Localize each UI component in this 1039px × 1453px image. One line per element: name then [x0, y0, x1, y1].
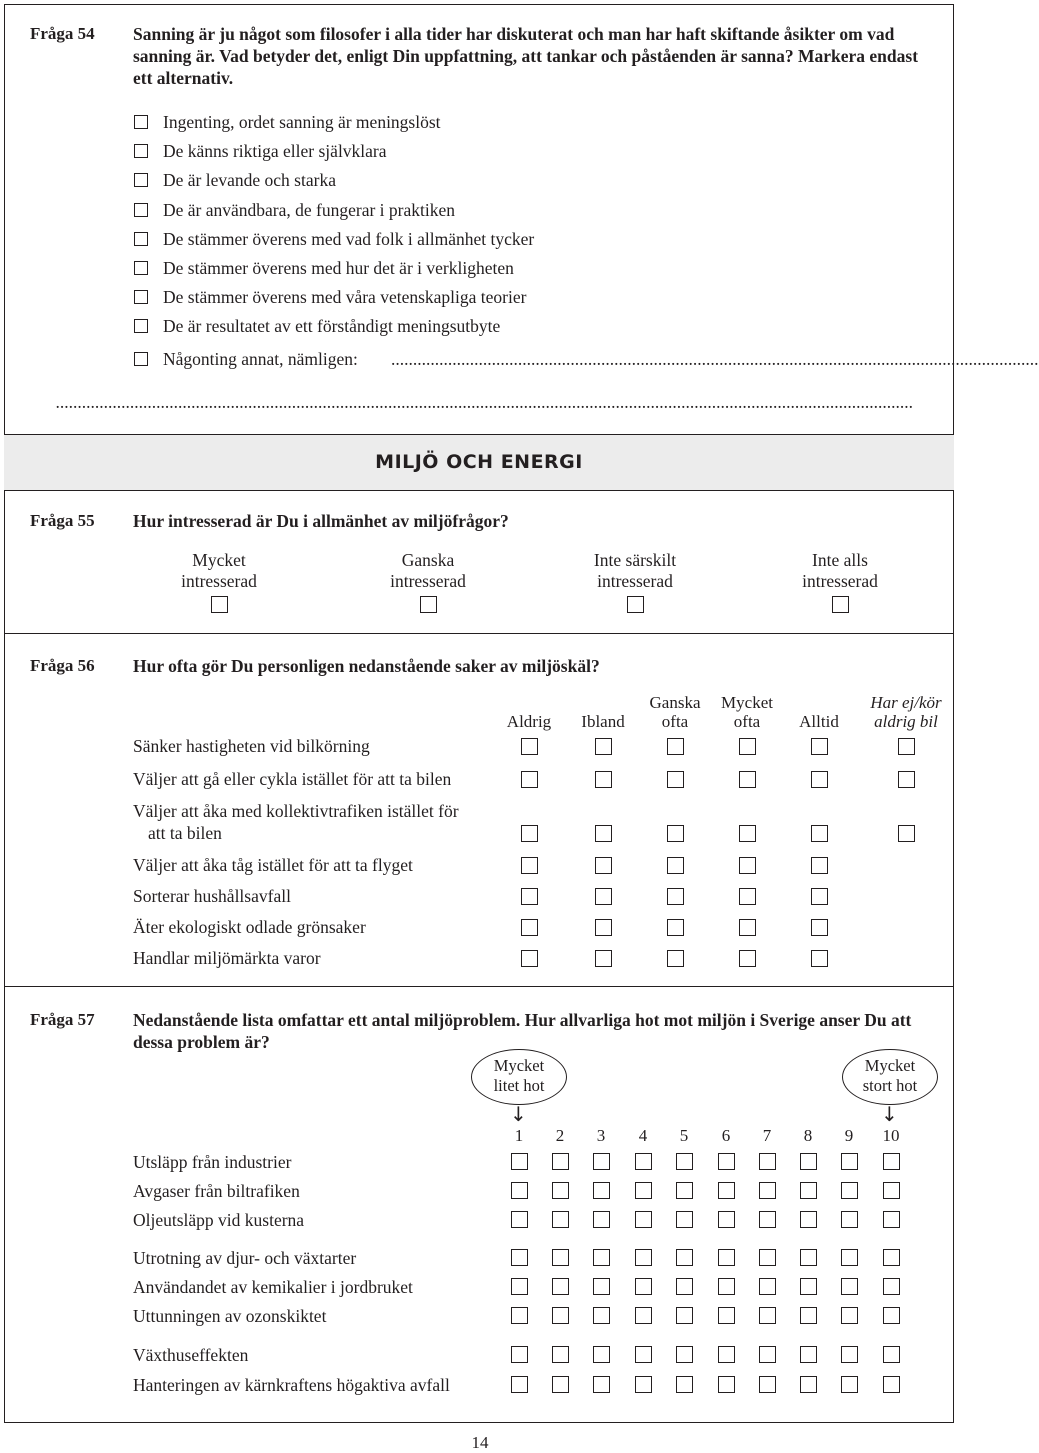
q56-column-header-line2: aldrig bil — [874, 712, 938, 731]
checkbox-q57-rating[interactable] — [552, 1249, 569, 1266]
checkbox-q57-rating[interactable] — [883, 1278, 900, 1295]
checkbox-q56-answer[interactable] — [521, 738, 538, 755]
q56-column-header-line1: Har ej/kör — [870, 693, 942, 712]
checkbox-q57-rating[interactable] — [841, 1153, 858, 1170]
q57-scale-number: 5 — [679, 1126, 689, 1145]
checkbox-q56-answer[interactable] — [739, 825, 756, 842]
checkbox-q54-option[interactable] — [134, 232, 148, 246]
checkbox-q56-answer[interactable] — [595, 950, 612, 967]
q57-scale-number: 9 — [844, 1126, 854, 1145]
q57-scale-number: 10 — [882, 1126, 900, 1145]
high-anchor-line2: stort hot — [862, 1076, 918, 1095]
section-header — [4, 434, 954, 491]
high-anchor-bubble — [842, 1049, 938, 1105]
question-57-number: Fråga 57 — [30, 1010, 95, 1029]
q56-column-header-line2: ofta — [733, 712, 761, 731]
checkbox-q57-rating[interactable] — [800, 1249, 817, 1266]
q56-column-header-line2: ofta — [661, 712, 689, 731]
q57-row-label: Avgaser från biltrafiken — [133, 1181, 300, 1201]
checkbox-q54-option[interactable] — [134, 144, 148, 158]
checkbox-q57-rating[interactable] — [759, 1211, 776, 1228]
q57-scale-number: 6 — [721, 1126, 731, 1145]
q56-column-header-line1: Ganska — [649, 693, 701, 712]
checkbox-q57-rating[interactable] — [718, 1346, 735, 1363]
checkbox-q57-rating[interactable] — [552, 1307, 569, 1324]
checkbox-q57-rating[interactable] — [759, 1346, 776, 1363]
q56-column-header-line2: Ibland — [581, 712, 625, 731]
checkbox-q57-rating[interactable] — [800, 1211, 817, 1228]
checkbox-q56-answer[interactable] — [811, 857, 828, 874]
checkbox-q57-rating[interactable] — [635, 1182, 652, 1199]
checkbox-q56-answer[interactable] — [595, 919, 612, 936]
q55-scale-label-line2: intresserad — [181, 571, 257, 591]
q56-row-label: Äter ekologiskt odlade grönsaker — [133, 917, 366, 937]
q55-scale-label-line1: Mycket — [192, 550, 246, 570]
checkbox-q57-rating[interactable] — [593, 1307, 610, 1324]
q56-row-label: Sänker hastigheten vid bilkörning — [133, 736, 370, 756]
q57-row-label: Användandet av kemikalier i jordbruket — [133, 1277, 413, 1297]
q56-row-label: Handlar miljömärkta varor — [133, 948, 321, 968]
q56-column-header-line2: Aldrig — [506, 712, 552, 731]
checkbox-q56-answer[interactable] — [811, 888, 828, 905]
checkbox-q57-rating[interactable] — [759, 1249, 776, 1266]
checkbox-q57-rating[interactable] — [718, 1278, 735, 1295]
checkbox-q56-answer[interactable] — [811, 950, 828, 967]
checkbox-q56-answer[interactable] — [595, 738, 612, 755]
q56-row-label: Väljer att åka tåg istället för att ta flyget — [133, 855, 413, 875]
q54-option-label: De stämmer överens med hur det är i verkligheten — [163, 258, 514, 278]
checkbox-q57-rating[interactable] — [552, 1211, 569, 1228]
checkbox-q54-option[interactable] — [134, 319, 148, 333]
q57-row-label: Uttunningen av ozonskiktet — [133, 1306, 327, 1326]
checkbox-q56-answer[interactable] — [739, 738, 756, 755]
checkbox-q56-answer[interactable] — [811, 771, 828, 788]
q56-row-label: Väljer att gå eller cykla istället för att ta bilen — [133, 769, 452, 789]
checkbox-q56-answer[interactable] — [521, 825, 538, 842]
low-anchor-bubble — [471, 1049, 567, 1105]
checkbox-q57-rating[interactable] — [511, 1278, 528, 1295]
q54-option-label: Ingenting, ordet sanning är meningslöst — [163, 112, 441, 132]
q57-scale-number: 8 — [803, 1126, 813, 1145]
checkbox-q57-rating[interactable] — [718, 1249, 735, 1266]
q57-row-label: Växthuseffekten — [133, 1345, 249, 1365]
checkbox-q57-rating[interactable] — [552, 1278, 569, 1295]
question-55-text: Hur intresserad är Du i allmänhet av miljöfrågor? — [133, 511, 509, 531]
question-54-text: Sanning är ju något som filosofer i alla tider har diskuterat och man har haft skiftande åsikter om vad sanning är. Vad betyder det, enligt Din uppfattning, att tankar och påståenden är sanna? Markera endast ett alternativ. — [133, 24, 919, 88]
divider — [4, 633, 954, 634]
checkbox-q57-rating[interactable] — [841, 1211, 858, 1228]
checkbox-q55-option[interactable] — [420, 596, 437, 613]
checkbox-q57-rating[interactable] — [841, 1249, 858, 1266]
checkbox-q57-rating[interactable] — [552, 1376, 569, 1393]
q57-scale-number: 2 — [555, 1126, 565, 1145]
checkbox-q57-rating[interactable] — [676, 1153, 693, 1170]
low-anchor-line1: Mycket — [493, 1056, 545, 1075]
checkbox-q56-answer[interactable] — [667, 857, 684, 874]
checkbox-q57-rating[interactable] — [883, 1153, 900, 1170]
checkbox-q57-rating[interactable] — [511, 1153, 528, 1170]
checkbox-q57-rating[interactable] — [593, 1346, 610, 1363]
checkbox-q56-answer[interactable] — [595, 771, 612, 788]
checkbox-q57-rating[interactable] — [800, 1153, 817, 1170]
q57-row-label: Utrotning av djur- och växtarter — [133, 1248, 357, 1268]
divider — [4, 986, 954, 987]
checkbox-q57-rating[interactable] — [635, 1249, 652, 1266]
checkbox-q57-rating[interactable] — [718, 1307, 735, 1324]
checkbox-q57-rating[interactable] — [676, 1278, 693, 1295]
checkbox-q57-rating[interactable] — [759, 1307, 776, 1324]
checkbox-q57-rating[interactable] — [593, 1249, 610, 1266]
checkbox-q56-answer[interactable] — [521, 950, 538, 967]
checkbox-q57-rating[interactable] — [593, 1376, 610, 1393]
question-56-text: Hur ofta gör Du personligen nedanstående saker av miljöskäl? — [133, 656, 600, 676]
checkbox-q57-rating[interactable] — [883, 1346, 900, 1363]
q56-column-header-line1: Mycket — [721, 693, 773, 712]
checkbox-q57-rating[interactable] — [759, 1153, 776, 1170]
question-56-number: Fråga 56 — [30, 656, 95, 675]
checkbox-q56-answer[interactable] — [739, 919, 756, 936]
checkbox-q55-option[interactable] — [627, 596, 644, 613]
checkbox-q57-rating[interactable] — [593, 1211, 610, 1228]
q55-scale-label-line2: intresserad — [597, 571, 673, 591]
checkbox-q56-answer[interactable] — [739, 888, 756, 905]
question-57-text: Nedanstående lista omfattar ett antal miljöproblem. Hur allvarliga hot mot miljön i Sverige anser Du att dessa problem är? — [133, 1010, 912, 1052]
checkbox-q56-answer[interactable] — [667, 888, 684, 905]
q54-option-label: De stämmer överens med vad folk i allmänhet tycker — [163, 229, 535, 249]
checkbox-q57-rating[interactable] — [718, 1211, 735, 1228]
low-anchor-line2: litet hot — [493, 1076, 545, 1095]
checkbox-q57-rating[interactable] — [800, 1376, 817, 1393]
checkbox-q57-rating[interactable] — [635, 1346, 652, 1363]
checkbox-q57-rating[interactable] — [800, 1182, 817, 1199]
q54-option-label: De stämmer överens med våra vetenskapliga teorier — [163, 287, 527, 307]
arrow-down-icon: ↓ — [510, 1102, 527, 1126]
other-answer-line-1[interactable]: .................................................................................................................................................... — [391, 349, 1039, 369]
checkbox-q56-answer[interactable] — [667, 950, 684, 967]
page-number: 14 — [471, 1433, 489, 1452]
checkbox-q56-answer[interactable] — [811, 825, 828, 842]
checkbox-q57-rating[interactable] — [841, 1278, 858, 1295]
checkbox-q57-rating[interactable] — [552, 1346, 569, 1363]
q55-scale-label-line1: Inte alls — [812, 550, 868, 570]
checkbox-q56-answer[interactable] — [595, 857, 612, 874]
checkbox-q56-answer[interactable] — [667, 919, 684, 936]
checkbox-q57-rating[interactable] — [841, 1346, 858, 1363]
checkbox-q54-option[interactable] — [134, 173, 148, 187]
q54-option-label: De är levande och starka — [163, 170, 336, 190]
checkbox-q57-rating[interactable] — [635, 1307, 652, 1324]
q54-option-label: De är användbara, de fungerar i praktiken — [163, 200, 456, 220]
q55-scale-label-line2: intresserad — [390, 571, 466, 591]
checkbox-q57-rating[interactable] — [511, 1307, 528, 1324]
checkbox-q57-rating[interactable] — [718, 1376, 735, 1393]
checkbox-q57-rating[interactable] — [511, 1182, 528, 1199]
q56-column-header-line2: Alltid — [799, 712, 839, 731]
checkbox-q56-answer[interactable] — [521, 857, 538, 874]
q57-scale-number: 7 — [762, 1126, 772, 1145]
q55-scale-label-line1: Ganska — [401, 550, 455, 570]
question-54-number: Fråga 54 — [30, 24, 95, 43]
checkbox-q57-rating[interactable] — [676, 1307, 693, 1324]
checkbox-q56-answer[interactable] — [521, 888, 538, 905]
checkbox-q56-answer[interactable] — [739, 857, 756, 874]
checkbox-q57-rating[interactable] — [759, 1278, 776, 1295]
checkbox-q57-rating[interactable] — [883, 1182, 900, 1199]
q57-scale-number: 3 — [596, 1126, 606, 1145]
q55-scale-label-line1: Inte särskilt — [593, 550, 677, 570]
checkbox-q57-rating[interactable] — [676, 1346, 693, 1363]
q56-row-label: Sorterar hushållsavfall — [133, 886, 291, 906]
checkbox-other[interactable] — [134, 352, 148, 366]
checkbox-q56-answer[interactable] — [595, 888, 612, 905]
q56-row-label-cont: att ta bilen — [148, 823, 222, 843]
checkbox-q56-answer[interactable] — [521, 919, 538, 936]
checkbox-q54-option[interactable] — [134, 115, 148, 129]
checkbox-q57-rating[interactable] — [800, 1307, 817, 1324]
checkbox-q55-option[interactable] — [211, 596, 228, 613]
q54-option-label: De känns riktiga eller självklara — [163, 141, 387, 161]
checkbox-q56-answer[interactable] — [521, 771, 538, 788]
checkbox-q57-rating[interactable] — [800, 1346, 817, 1363]
checkbox-q57-rating[interactable] — [552, 1182, 569, 1199]
checkbox-q57-rating[interactable] — [635, 1278, 652, 1295]
checkbox-q57-rating[interactable] — [676, 1376, 693, 1393]
checkbox-q57-rating[interactable] — [841, 1182, 858, 1199]
checkbox-q57-rating[interactable] — [676, 1249, 693, 1266]
checkbox-q57-rating[interactable] — [511, 1376, 528, 1393]
checkbox-q56-answer[interactable] — [739, 950, 756, 967]
q57-row-label: Oljeutsläpp vid kusterna — [133, 1210, 305, 1230]
q56-row-label: Väljer att åka med kollektivtrafiken istället för — [133, 801, 459, 821]
checkbox-q57-rating[interactable] — [593, 1182, 610, 1199]
checkbox-q57-rating[interactable] — [635, 1153, 652, 1170]
q57-scale-number: 1 — [514, 1126, 524, 1145]
arrow-down-icon: ↓ — [881, 1102, 898, 1126]
checkbox-q55-option[interactable] — [832, 596, 849, 613]
checkbox-q57-rating[interactable] — [511, 1249, 528, 1266]
checkbox-q56-answer[interactable] — [667, 738, 684, 755]
q57-scale-number: 4 — [638, 1126, 648, 1145]
section-title: MILJÖ OCH ENERGI — [375, 451, 583, 473]
checkbox-q57-rating[interactable] — [883, 1376, 900, 1393]
checkbox-q56-answer[interactable] — [595, 825, 612, 842]
checkbox-q56-answer[interactable] — [898, 771, 915, 788]
checkbox-q57-rating[interactable] — [883, 1249, 900, 1266]
checkbox-q56-answer[interactable] — [739, 771, 756, 788]
checkbox-q56-answer[interactable] — [811, 738, 828, 755]
q57-row-label: Utsläpp från industrier — [133, 1152, 292, 1172]
checkbox-q57-rating[interactable] — [593, 1153, 610, 1170]
checkbox-q57-rating[interactable] — [883, 1211, 900, 1228]
checkbox-q57-rating[interactable] — [841, 1307, 858, 1324]
checkbox-q57-rating[interactable] — [635, 1211, 652, 1228]
checkbox-q57-rating[interactable] — [759, 1182, 776, 1199]
checkbox-q56-answer[interactable] — [667, 771, 684, 788]
checkbox-q56-answer[interactable] — [667, 825, 684, 842]
checkbox-q57-rating[interactable] — [718, 1182, 735, 1199]
checkbox-q57-rating[interactable] — [718, 1153, 735, 1170]
question-55-number: Fråga 55 — [30, 511, 95, 530]
checkbox-q57-rating[interactable] — [635, 1376, 652, 1393]
checkbox-q57-rating[interactable] — [511, 1346, 528, 1363]
checkbox-q56-answer[interactable] — [898, 825, 915, 842]
checkbox-q57-rating[interactable] — [676, 1182, 693, 1199]
high-anchor-line1: Mycket — [864, 1056, 916, 1075]
other-label: Någonting annat, nämligen: — [163, 349, 358, 369]
checkbox-q57-rating[interactable] — [841, 1376, 858, 1393]
checkbox-q57-rating[interactable] — [676, 1211, 693, 1228]
checkbox-q56-answer[interactable] — [898, 738, 915, 755]
q57-row-label: Hanteringen av kärnkraftens högaktiva avfall — [133, 1375, 450, 1395]
checkbox-q54-option[interactable] — [134, 203, 148, 217]
checkbox-q57-rating[interactable] — [593, 1278, 610, 1295]
q54-option-label: De är resultatet av ett förståndigt meningsutbyte — [163, 316, 501, 336]
q55-scale-label-line2: intresserad — [802, 571, 878, 591]
checkbox-q57-rating[interactable] — [800, 1278, 817, 1295]
checkbox-q57-rating[interactable] — [552, 1153, 569, 1170]
other-answer-line-2[interactable]: .................................................................................................................................................................................................... — [55, 392, 913, 412]
checkbox-q57-rating[interactable] — [511, 1211, 528, 1228]
checkbox-q56-answer[interactable] — [811, 919, 828, 936]
checkbox-q57-rating[interactable] — [759, 1376, 776, 1393]
checkbox-q54-option[interactable] — [134, 261, 148, 275]
checkbox-q57-rating[interactable] — [883, 1307, 900, 1324]
checkbox-q54-option[interactable] — [134, 290, 148, 304]
